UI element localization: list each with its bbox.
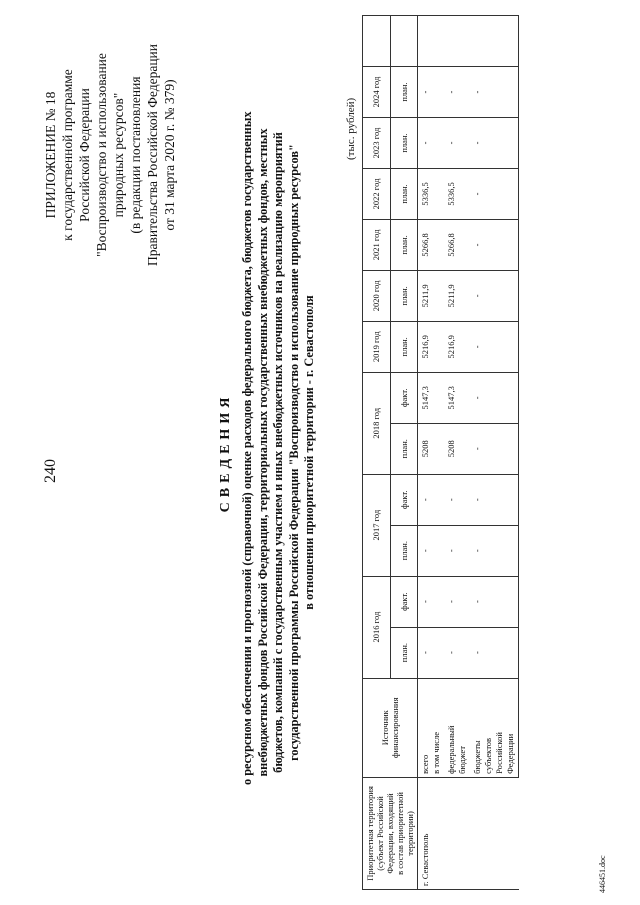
subtitle-line: о ресурсном обеспечении и прогнозной (справочной) оценке расходов федерального бюджета, бюджетов государственных	[240, 111, 254, 785]
value-cell: -	[444, 474, 470, 525]
header-plan: план.	[390, 67, 418, 118]
header-plan: план.	[390, 525, 418, 576]
table-row	[418, 16, 445, 890]
document-heading: СВЕДЕНИЯ	[218, 392, 233, 513]
value-cell: 5147,3	[444, 372, 470, 423]
value-cell: 5336,5	[444, 168, 470, 219]
subtitle-line: в отношении приоритетной территории - г. Севастополя	[302, 295, 317, 610]
header-plan: план.	[390, 627, 418, 678]
header-spacer	[390, 16, 418, 67]
file-name: 446451.doc	[598, 855, 607, 893]
header-fact: факт.	[390, 576, 418, 627]
value-cell: -	[418, 474, 445, 525]
header-source: Источник финансирования	[363, 678, 418, 777]
annex-line: природных ресурсов"	[111, 92, 126, 218]
value-cell: 5211,9	[418, 270, 445, 321]
header-territory: Приоритетная территория (субъект Российской Федерации, входящий в состав приоритетной территории)	[363, 777, 418, 889]
value-cell: 5216,9	[418, 321, 445, 372]
annex-line: Правительства Российской Федерации	[145, 44, 160, 266]
value-cell: -	[418, 118, 445, 169]
value-cell: 5211,9	[444, 270, 470, 321]
header-year: 2017 год	[363, 474, 391, 576]
header-spacer	[363, 16, 391, 67]
territory-cell: г. Севастополь	[418, 777, 519, 889]
value-cell: -	[470, 168, 519, 219]
subtitle-line: внебюджетных фондов Российской Федерации, территориальных государственных внебюджетных фондов, местных	[255, 128, 270, 777]
header-row-years	[363, 16, 391, 890]
annex-line: (в редакции постановления	[128, 76, 143, 234]
source-cell: бюджеты субъектов Российской Федерации	[470, 678, 519, 777]
value-cell: -	[444, 67, 470, 118]
header-year: 2019 год	[363, 321, 391, 372]
header-plan: план.	[390, 118, 418, 169]
annex-line: ПРИЛОЖЕНИЕ № 18	[43, 91, 58, 219]
header-year: 2024 год	[363, 67, 391, 118]
source-cell: федеральный бюджет	[444, 678, 470, 777]
header-plan: план.	[390, 270, 418, 321]
value-cell: -	[470, 67, 519, 118]
annex-line: от 31 марта 2020 г. № 379)	[162, 79, 177, 231]
value-cell: -	[470, 423, 519, 474]
value-cell: 5336,5	[418, 168, 445, 219]
value-cell: -	[470, 219, 519, 270]
annex-line: "Воспроизводство и использование	[94, 53, 109, 257]
value-cell: -	[470, 321, 519, 372]
spacer-cell	[470, 16, 519, 67]
header-plan: план.	[390, 423, 418, 474]
value-cell: -	[444, 525, 470, 576]
value-cell: 5208	[418, 423, 445, 474]
header-year: 2018 год	[363, 372, 391, 474]
value-cell: -	[470, 576, 519, 627]
spacer-cell	[418, 16, 445, 67]
header-year: 2021 год	[363, 219, 391, 270]
value-cell: -	[470, 372, 519, 423]
value-cell: -	[470, 270, 519, 321]
value-cell: -	[470, 525, 519, 576]
value-cell: -	[470, 118, 519, 169]
header-plan: план.	[390, 321, 418, 372]
value-cell: 5266,8	[418, 219, 445, 270]
header-fact: факт.	[390, 474, 418, 525]
subtitle-line: бюджетов, компаний с государственным участием и иных внебюджетных источников на реализацию мероприятий	[271, 132, 286, 773]
value-cell: 5216,9	[444, 321, 470, 372]
header-fact: факт.	[390, 372, 418, 423]
value-cell: 5147,3	[418, 372, 445, 423]
spacer-cell	[444, 16, 470, 67]
value-cell: -	[418, 525, 445, 576]
table-row	[444, 16, 470, 890]
header-year: 2022 год	[363, 168, 391, 219]
value-cell: -	[418, 627, 445, 678]
value-cell: 5208	[444, 423, 470, 474]
value-cell: -	[444, 576, 470, 627]
value-cell: -	[444, 627, 470, 678]
annex-line: к государственной программе	[60, 69, 75, 241]
value-cell: -	[470, 474, 519, 525]
annex-block	[42, 25, 178, 285]
annex-line: Российской Федерации	[77, 88, 92, 222]
value-cell: -	[470, 627, 519, 678]
table-row	[470, 16, 519, 890]
header-plan: план.	[390, 168, 418, 219]
unit-label: (тыс. рублей)	[345, 97, 357, 160]
header-year: 2016 год	[363, 576, 391, 678]
header-year: 2023 год	[363, 118, 391, 169]
value-cell: 5266,8	[444, 219, 470, 270]
source-cell: всего в том числе	[418, 678, 445, 777]
header-plan: план.	[390, 219, 418, 270]
document-subtitle	[240, 111, 318, 785]
header-year: 2020 год	[363, 270, 391, 321]
subtitle-line: государственной программы Российской Федерации "Воспроизводство и использование природных ресурсов"	[286, 144, 301, 761]
value-cell: -	[444, 118, 470, 169]
funding-table	[362, 15, 519, 890]
value-cell: -	[418, 67, 445, 118]
page-number: 240	[42, 459, 59, 483]
value-cell: -	[418, 576, 445, 627]
